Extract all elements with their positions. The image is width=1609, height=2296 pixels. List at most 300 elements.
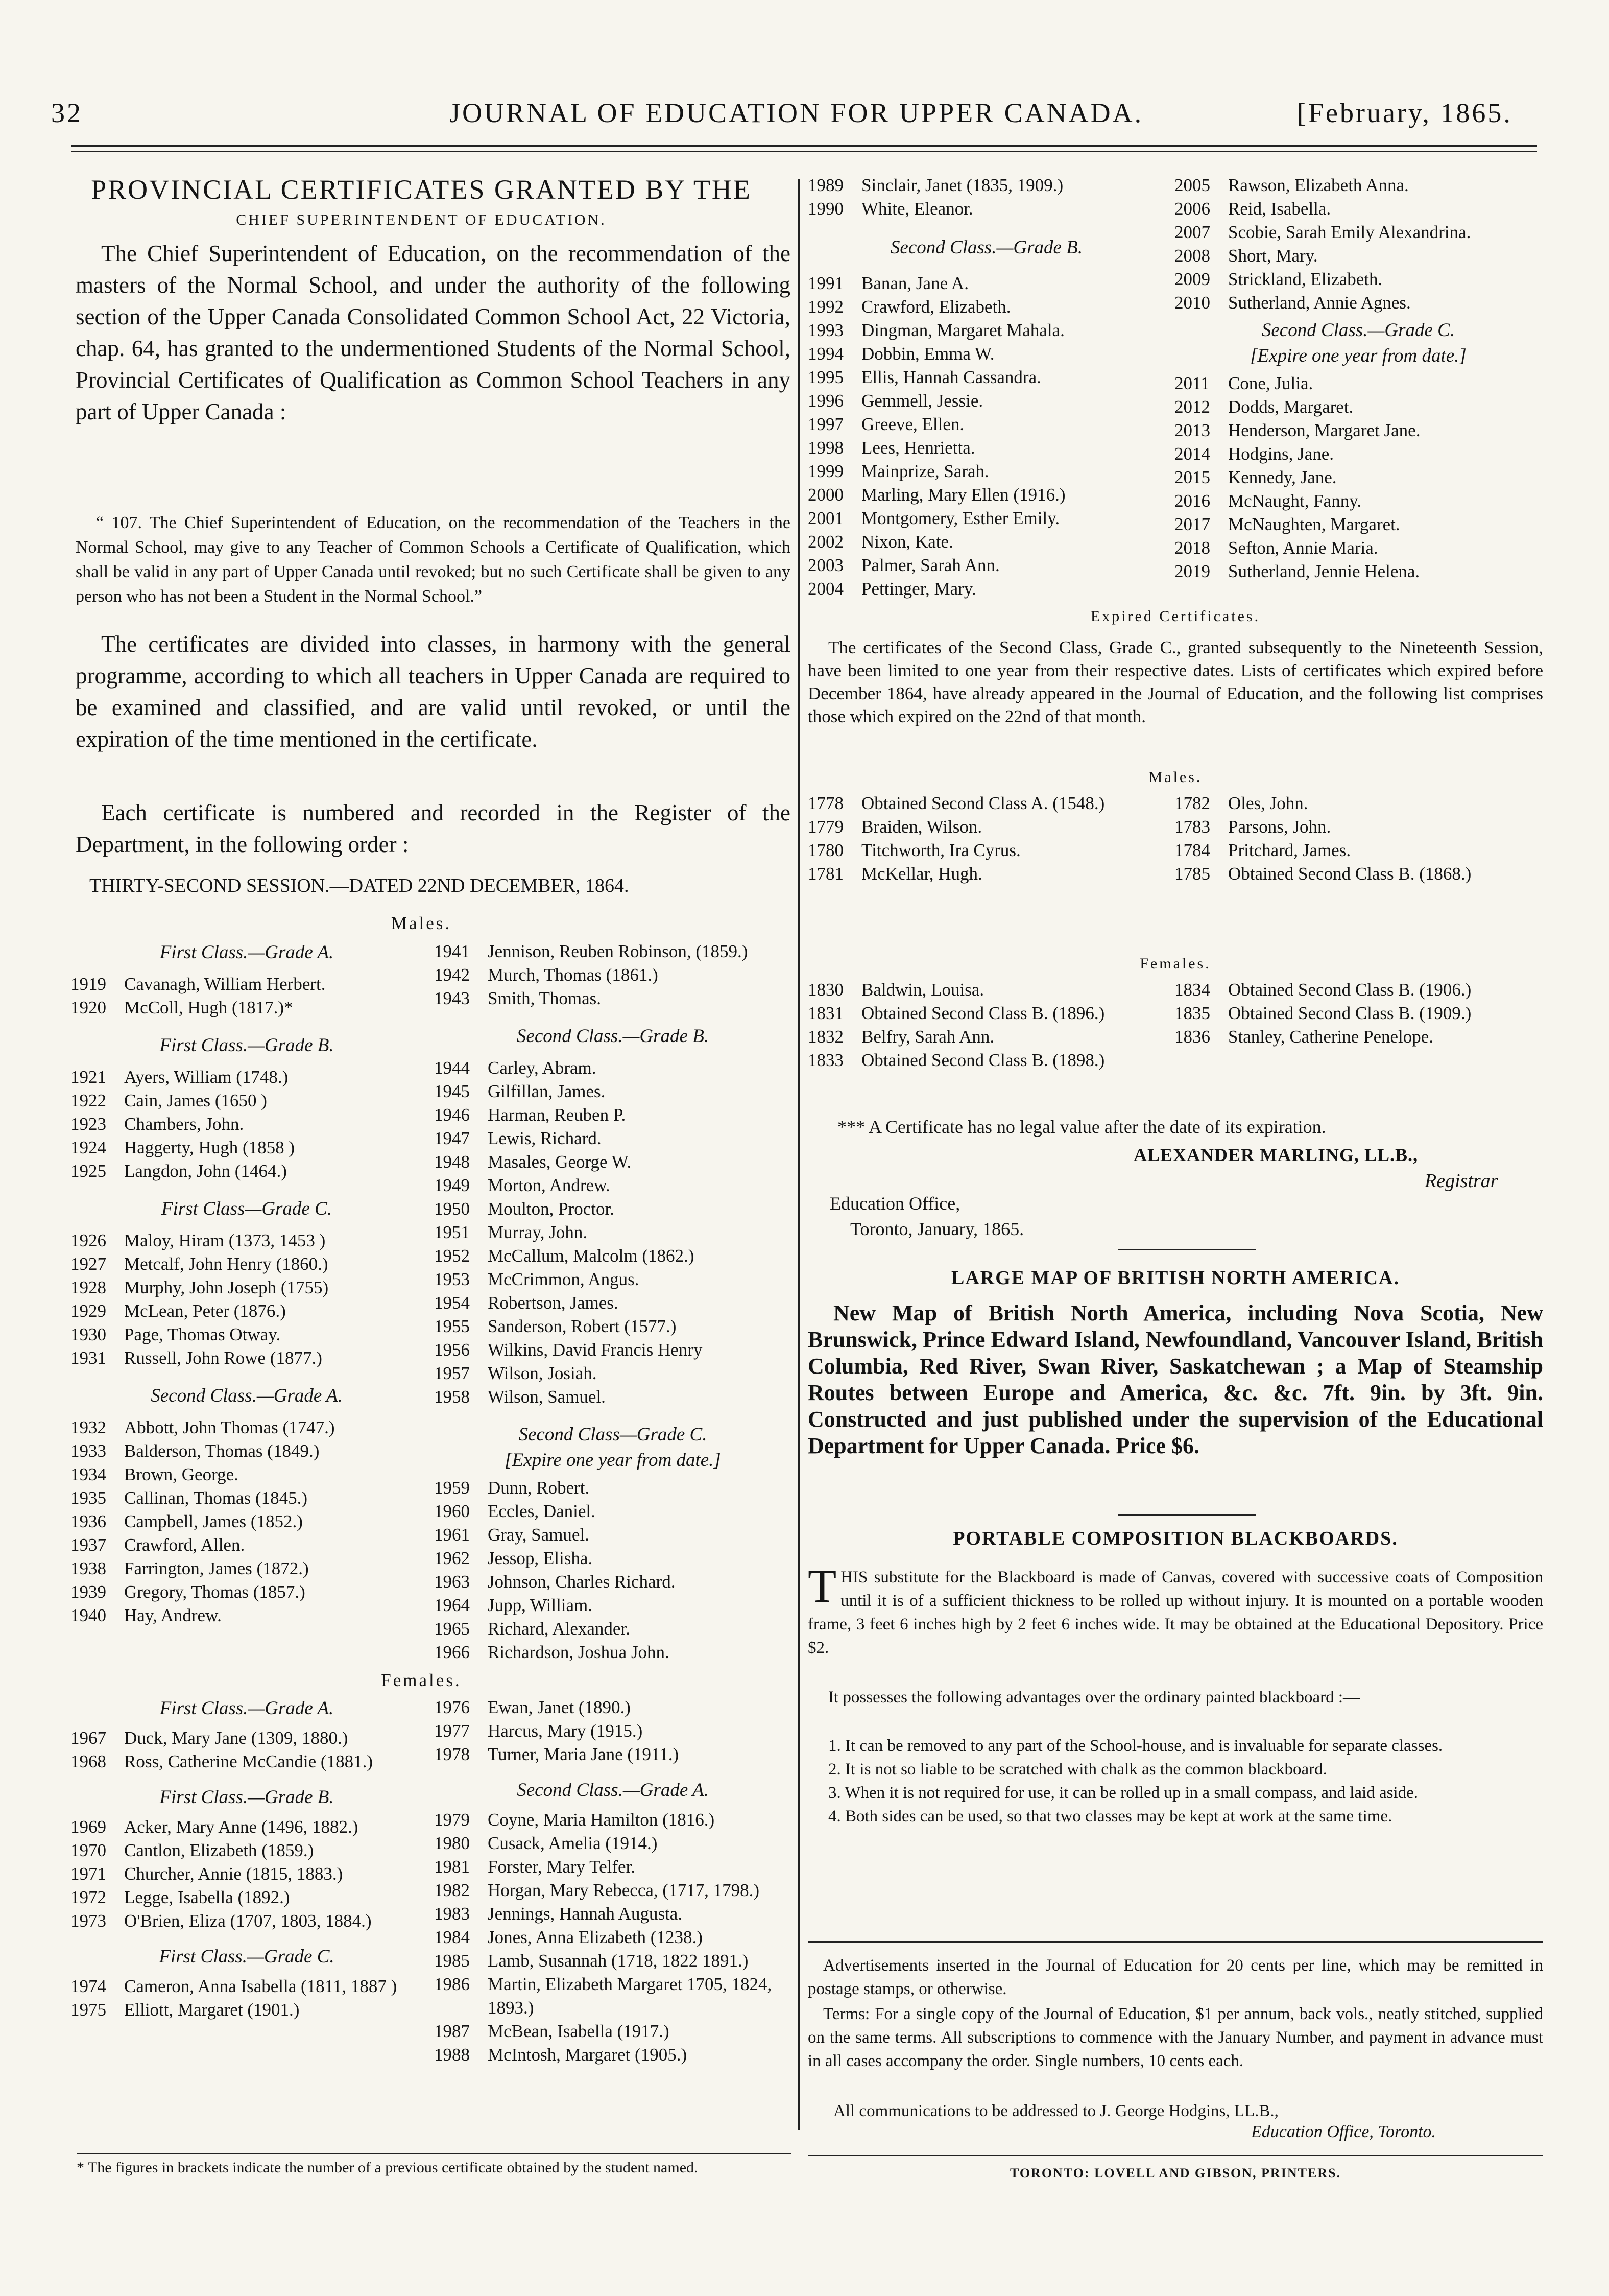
certificate-number: 1954 [434, 1293, 470, 1313]
grade-label: Second Class.—Grade A. [151, 1385, 343, 1406]
certificate-holder: Sutherland, Annie Agnes. [1228, 293, 1411, 313]
certificate-holder: Turner, Maria Jane (1911.) [488, 1744, 679, 1764]
grade-label: First Class.—Grade C. [159, 1946, 334, 1967]
list-item [70, 996, 423, 1020]
session-heading: THIRTY-SECOND SESSION.—DATED 22ND DECEMBER, 1864. [89, 875, 629, 896]
communications: All communications to be addressed to J. George Hodgins, LL.B., [833, 2102, 1279, 2120]
certificate-holder: Strickland, Elizabeth. [1228, 269, 1383, 289]
certificate-holder: Harcus, Mary (1915.) [488, 1721, 643, 1741]
list-item [808, 197, 1165, 221]
certificate-number: 1945 [434, 1081, 470, 1101]
page-number: 32 [51, 98, 83, 128]
certificate-number: 2013 [1174, 420, 1210, 440]
certificate-holder: Dodds, Margaret. [1228, 397, 1354, 417]
certificate-holder: Crawford, Elizabeth. [861, 297, 1011, 317]
footnote-rule [77, 2153, 791, 2154]
certificate-number: 1832 [808, 1027, 844, 1047]
list-item [434, 1547, 791, 1570]
list-item [1174, 268, 1542, 291]
certificate-holder: McColl, Hugh (1817.)* [124, 998, 293, 1017]
certificate-number: 1978 [434, 1744, 470, 1764]
certificate-holder: Stanley, Catherine Penelope. [1228, 1027, 1434, 1047]
certificate-number: 1944 [434, 1058, 470, 1078]
certificate-number: 1938 [70, 1558, 106, 1578]
list-item [434, 1855, 791, 1879]
certificate-number: 2015 [1174, 467, 1210, 487]
certificate-number: 1965 [434, 1619, 470, 1639]
certificate-number: 1979 [434, 1810, 470, 1830]
certificate-number: 1989 [808, 175, 844, 195]
certificate-holder: Cain, James (1650 ) [124, 1091, 267, 1110]
certificate-number: 1935 [70, 1488, 106, 1508]
right-list-b [1174, 174, 1542, 583]
certificate-number: 1785 [1174, 864, 1210, 884]
printers-rule [808, 2155, 1543, 2156]
certificate-number: 1942 [434, 965, 470, 985]
certificate-holder: Obtained Second Class B. (1896.) [861, 1003, 1105, 1023]
certificate-holder: McCrimmon, Angus. [488, 1269, 639, 1289]
certificate-number: 1992 [808, 297, 844, 317]
list-item [1174, 419, 1542, 442]
certificate-number: 1985 [434, 1951, 470, 1971]
certificate-holder: Jennings, Hannah Augusta. [488, 1904, 683, 1924]
list-item [434, 1315, 791, 1338]
certificate-number: 1951 [434, 1222, 470, 1242]
list-item [70, 1909, 423, 1933]
certificate-number: 1959 [434, 1478, 470, 1498]
list-item [808, 389, 1165, 413]
certificate-holder: Ellis, Hannah Cassandra. [861, 367, 1041, 387]
expired-females-heading: Females. [1140, 955, 1211, 972]
list-item [1174, 197, 1542, 221]
certificate-number: 1957 [434, 1363, 470, 1383]
certificate-number: 2004 [808, 579, 844, 599]
section-rule [1118, 1514, 1256, 1516]
registrar-signature: ALEXANDER MARLING, LL.B., [1134, 1145, 1419, 1165]
certificate-number: 1962 [434, 1548, 470, 1568]
certificate-holder: Jennison, Reuben Robinson, (1859.) [488, 941, 748, 961]
grade-label: Second Class—Grade C. [518, 1424, 707, 1445]
list-item [70, 1975, 423, 1998]
certificate-holder: Duck, Mary Jane (1309, 1880.) [124, 1728, 348, 1748]
list-item [70, 1750, 423, 1773]
certificate-number: 1975 [70, 2000, 106, 2020]
certificate-holder: Martin, Elizabeth Margaret 1705, 1824, 1893.) [488, 1974, 772, 2018]
blackboard-advantages: It possesses the following advantages over the ordinary painted blackboard :— [828, 1688, 1360, 1707]
list-item [434, 1973, 791, 2020]
expired-males-left [808, 792, 1175, 886]
list-item [434, 1476, 791, 1500]
certificate-number: 1836 [1174, 1027, 1210, 1047]
certificate-number: 1999 [808, 461, 844, 481]
certificate-number: 1920 [70, 998, 106, 1017]
list-item [70, 1533, 423, 1557]
certificate-number: 1833 [808, 1050, 844, 1070]
map-ad-text: New Map of British North America, including Nova Scotia, New Brunswick, Prince Edward Island, Newfoundland, Vancouver Island, British Columbia, Red River, Swan River, Saskatchewan ; a Map of Steamship Routes between Europe and America, &c. &c. 7ft. 9in. by 3ft. 9in. Constructed and just published under the supervision of the Educational Department for Upper Canada. Price $6. [808, 1300, 1543, 1458]
list-item [808, 174, 1165, 197]
list-item [808, 1049, 1175, 1072]
certificate-number: 1782 [1174, 793, 1210, 813]
certificate-holder: Jones, Anna Elizabeth (1238.) [488, 1927, 703, 1947]
certificates-subtitle: CHIEF SUPERINTENDENT OF EDUCATION. [236, 211, 607, 228]
expired-heading: Expired Certificates. [1090, 608, 1261, 625]
list-item [434, 2020, 791, 2043]
list-item [434, 1902, 791, 1926]
registrar-role: Registrar [1425, 1170, 1498, 1192]
list-item [434, 1150, 791, 1174]
certificate-holder: Ewan, Janet (1890.) [488, 1697, 631, 1717]
list-item [70, 1998, 423, 2022]
certificate-number: 1943 [434, 988, 470, 1008]
list-item [434, 1244, 791, 1268]
list-item [434, 1808, 791, 1832]
certificate-number: 1998 [808, 438, 844, 458]
certificate-holder: Haggerty, Hugh (1858 ) [124, 1138, 295, 1157]
certificate-holder: Hay, Andrew. [124, 1605, 222, 1625]
list-item [1174, 792, 1542, 815]
list-item [70, 1229, 423, 1252]
certificate-holder: Masales, George W. [488, 1152, 632, 1172]
list-item [70, 1486, 423, 1510]
list-item [1174, 291, 1542, 315]
certificate-holder: Gregory, Thomas (1857.) [124, 1582, 305, 1602]
list-item [1174, 839, 1542, 862]
list-item [434, 1221, 791, 1244]
list-item [70, 1416, 423, 1439]
certificate-holder: Dingman, Margaret Mahala. [861, 320, 1065, 340]
certificate-number: 1968 [70, 1751, 106, 1771]
certificate-holder: Crawford, Allen. [124, 1535, 245, 1555]
certificate-number: 1781 [808, 864, 844, 884]
certificate-holder: Jessop, Elisha. [488, 1548, 593, 1568]
subscription-terms: Terms: For a single copy of the Journal of Education, $1 per annum, back vols., neatly stitched, supplied on the same terms. All subscriptions to commence with the January Number, and payment in advance must in all cases accompany the order. Single numbers, 10 cents each. [808, 2005, 1543, 2070]
section-rule [1118, 1249, 1256, 1250]
certificate-number: 1784 [1174, 840, 1210, 860]
list-item [70, 1136, 423, 1159]
certificate-number: 2007 [1174, 222, 1210, 242]
certificate-number: 1967 [70, 1728, 106, 1748]
list-item [70, 1839, 423, 1862]
list-item [1174, 372, 1542, 395]
list-item [808, 577, 1165, 601]
intro-paragraph: The Chief Superintendent of Education, on the recommendation of the masters of the Normal School, and under the authority of the following section of the Upper Canada Consolidated Common School Act, 22 Victoria, chap. 64, has granted to the undermentioned Students of the Normal School, Provincial Certificates of Qualification as Common School Teachers in any part of Upper Canada : [76, 241, 790, 424]
certificate-number: 1981 [434, 1857, 470, 1877]
list-item [70, 1066, 423, 1089]
certificate-holder: Pritchard, James. [1228, 840, 1351, 860]
certificate-holder: McNaughten, Margaret. [1228, 514, 1400, 534]
grade-label: First Class.—Grade A. [159, 1698, 334, 1719]
list-item [808, 272, 1165, 295]
certificate-number: 1926 [70, 1230, 106, 1250]
certificate-holder: Obtained Second Class B. (1906.) [1228, 980, 1472, 1000]
blackboard-points [808, 1734, 1543, 1828]
list-item [70, 1557, 423, 1580]
certificate-number: 1941 [434, 941, 470, 961]
list-item [70, 973, 423, 996]
certificate-number: 1964 [434, 1595, 470, 1615]
certificate-holder: Ross, Catherine McCandie (1881.) [124, 1751, 373, 1771]
list-item [70, 1726, 423, 1750]
list-item [434, 1174, 791, 1197]
certificate-number: 2002 [808, 532, 844, 552]
certificate-number: 1947 [434, 1128, 470, 1148]
certificate-holder: Elliott, Margaret (1901.) [124, 2000, 300, 2020]
list-item [434, 1362, 791, 1385]
certificate-number: 1925 [70, 1161, 106, 1181]
certificate-holder: Parsons, John. [1228, 817, 1331, 837]
right-list-a [808, 174, 1165, 601]
certificate-number: 2011 [1174, 373, 1210, 393]
register-paragraph: Each certificate is numbered and recorded in the Register of the Department, in the following order : [76, 800, 790, 857]
certificate-holder: Carley, Abram. [488, 1058, 596, 1078]
certificate-number: 1950 [434, 1199, 470, 1219]
certificate-holder: Brown, George. [124, 1464, 238, 1484]
certificate-number: 1994 [808, 344, 844, 364]
certificate-number: 1928 [70, 1277, 106, 1297]
certificate-number: 1987 [434, 2021, 470, 2041]
certificate-number: 2019 [1174, 561, 1210, 581]
list-item [1174, 1025, 1542, 1049]
certificate-number: 2008 [1174, 246, 1210, 266]
list-item [808, 366, 1165, 389]
list-item [434, 940, 791, 963]
list-item [70, 1252, 423, 1276]
certificate-holder: Sanderson, Robert (1577.) [488, 1316, 677, 1336]
list-item [808, 507, 1165, 530]
certificate-number: 1974 [70, 1976, 106, 1996]
list-item [1174, 536, 1542, 560]
act-quotation: “ 107. The Chief Superintendent of Education, on the recommendation of the Teachers in the Normal School, may give to any Teacher of Common Schools a Certificate of Qualification, which shall be valid in any part of Upper Canada until revoked; but no such Certificate shall be given to any person who has not been a Student in the Normal School.” [76, 513, 790, 606]
certificate-number: 1970 [70, 1840, 106, 1860]
certificate-number: 1934 [70, 1464, 106, 1484]
list-item [1174, 442, 1542, 466]
grade-note: [Expire one year from date.] [505, 1450, 721, 1471]
certificate-holder: White, Eleanor. [861, 199, 973, 219]
certificate-number: 2016 [1174, 491, 1210, 511]
males-heading: Males. [391, 913, 452, 933]
certificate-holder: Eccles, Daniel. [488, 1501, 595, 1521]
certificate-holder: Lamb, Susannah (1718, 1822 1891.) [488, 1951, 749, 1971]
list-item [1174, 560, 1542, 583]
list-item [70, 1276, 423, 1299]
certificate-number: 1997 [808, 414, 844, 434]
grade-label: First Class.—Grade B. [159, 1035, 334, 1056]
grade-label: Second Class.—Grade B. [890, 237, 1083, 258]
certificate-number: 1993 [808, 320, 844, 340]
certificate-number: 1984 [434, 1927, 470, 1947]
certificate-number: 2017 [1174, 514, 1210, 534]
list-item [70, 1580, 423, 1604]
certificate-number: 1958 [434, 1387, 470, 1407]
certificate-holder: Cusack, Amelia (1914.) [488, 1833, 658, 1853]
printers: TORONTO: LOVELL AND GIBSON, PRINTERS. [1010, 2166, 1341, 2181]
females-middle-list [434, 1696, 791, 2067]
certificate-holder: Langdon, John (1464.) [124, 1161, 287, 1181]
list-item [70, 1463, 423, 1486]
blackboard-ad-title: PORTABLE COMPOSITION BLACKBOARDS. [953, 1528, 1398, 1549]
certificate-holder: Lewis, Richard. [488, 1128, 602, 1148]
certificate-number: 1973 [70, 1911, 106, 1931]
certificate-holder: Pettinger, Mary. [861, 579, 976, 599]
certificate-holder: Lees, Henrietta. [861, 438, 975, 458]
certificate-holder: Nixon, Kate. [861, 532, 953, 552]
certificate-holder: Johnson, Charles Richard. [488, 1572, 676, 1592]
certificate-holder: Churcher, Annie (1815, 1883.) [124, 1864, 343, 1884]
certificate-number: 1936 [70, 1511, 106, 1531]
list-item [434, 1617, 791, 1641]
list-item [808, 342, 1165, 366]
list-item [808, 295, 1165, 319]
list-item [808, 815, 1175, 839]
expired-females-right [1174, 978, 1542, 1049]
certificate-number: 1977 [434, 1721, 470, 1741]
list-item [808, 483, 1165, 507]
certificate-number: 1939 [70, 1582, 106, 1602]
certificate-holder: Titchworth, Ira Cyrus. [861, 840, 1021, 860]
certificate-holder: Wilson, Samuel. [488, 1387, 606, 1407]
communications-office: Education Office, Toronto. [1251, 2122, 1436, 2141]
females-left-list [70, 1696, 423, 2022]
list-item [1174, 978, 1542, 1002]
certificate-holder: Wilson, Josiah. [488, 1363, 597, 1383]
certificate-number: 1991 [808, 273, 844, 293]
list-item [70, 1886, 423, 1909]
certificate-holder: Legge, Isabella (1892.) [124, 1887, 290, 1907]
certificate-holder: Coyne, Maria Hamilton (1816.) [488, 1810, 715, 1830]
certificate-number: 1834 [1174, 980, 1210, 1000]
certificate-holder: McLean, Peter (1876.) [124, 1301, 286, 1321]
list-item [808, 319, 1165, 342]
certificate-holder: Montgomery, Esther Emily. [861, 508, 1060, 528]
certificate-holder: Campbell, James (1852.) [124, 1511, 303, 1531]
dropcap-letter: T [808, 1560, 837, 1612]
certificate-holder: Oles, John. [1228, 793, 1308, 813]
males-middle-list [434, 940, 791, 1664]
certificate-number: 1927 [70, 1254, 106, 1274]
list-item [1174, 489, 1542, 513]
list-item [434, 1056, 791, 1080]
list-item [70, 1323, 423, 1346]
certificate-holder: Sinclair, Janet (1835, 1909.) [861, 175, 1064, 195]
certificate-holder: Baldwin, Louisa. [861, 980, 984, 1000]
column-divider [798, 179, 800, 2130]
males-left-list [70, 940, 423, 1627]
certificate-holder: Balderson, Thomas (1849.) [124, 1441, 320, 1461]
certificate-number: 1948 [434, 1152, 470, 1172]
certificate-holder: Cavanagh, William Herbert. [124, 974, 326, 994]
certificate-holder: Jupp, William. [488, 1595, 593, 1615]
list-item [434, 1385, 791, 1409]
certificate-number: 1961 [434, 1525, 470, 1545]
list-item [434, 1949, 791, 1973]
certificate-holder: Acker, Mary Anne (1496, 1882.) [124, 1817, 358, 1837]
certificate-holder: McCallum, Malcolm (1862.) [488, 1246, 694, 1266]
certificate-number: 1923 [70, 1114, 106, 1134]
certificate-holder: Metcalf, John Henry (1860.) [124, 1254, 328, 1274]
education-office: Education Office, [830, 1193, 960, 1214]
certificate-holder: Cone, Julia. [1228, 373, 1313, 393]
list-item [1174, 1002, 1542, 1025]
certificate-number: 2010 [1174, 293, 1210, 313]
certificate-holder: Callinan, Thomas (1845.) [124, 1488, 308, 1508]
certificate-holder: Henderson, Margaret Jane. [1228, 420, 1421, 440]
certificate-number: 1971 [70, 1864, 106, 1884]
blackboard-ad-text: HIS substitute for the Blackboard is made of Canvas, covered with successive coats of Composition until it is of a sufficient thickness to be rolled up without injury. It is mounted on a portable wooden frame, 3 feet 6 inches high by 2 feet 6 inches wide. It may be obtained at the Educational Depository. Price $2. [808, 1568, 1543, 1657]
list-item [434, 1926, 791, 1949]
certificate-number: 1986 [434, 1974, 470, 1994]
certificate-holder: Braiden, Wilson. [861, 817, 982, 837]
list-item [434, 1103, 791, 1127]
certificate-holder: Hodgins, Jane. [1228, 444, 1334, 464]
certificate-holder: Obtained Second Class B. (1898.) [861, 1050, 1105, 1070]
certificate-number: 2001 [808, 508, 844, 528]
list-item [1174, 244, 1542, 268]
list-item [70, 1604, 423, 1627]
certificate-number: 1972 [70, 1887, 106, 1907]
certificate-holder: Farrington, James (1872.) [124, 1558, 309, 1578]
list-item [808, 792, 1175, 815]
grade-label: Second Class.—Grade A. [517, 1780, 709, 1801]
certificate-holder: Palmer, Sarah Ann. [861, 555, 1000, 575]
list-item [1174, 513, 1542, 536]
certificate-number: 1937 [70, 1535, 106, 1555]
expired-males-right [1174, 792, 1542, 886]
expiry-notice: *** A Certificate has no legal value after the date of its expiration. [837, 1117, 1326, 1137]
certificate-number: 1983 [434, 1904, 470, 1924]
list-item [434, 1719, 791, 1743]
certificate-number: 2003 [808, 555, 844, 575]
certificate-holder: Harman, Reuben P. [488, 1105, 626, 1125]
certificate-holder: Forster, Mary Telfer. [488, 1857, 636, 1877]
list-item [434, 1879, 791, 1902]
expired-text: The certificates of the Second Class, Grade C., granted subsequently to the Nineteenth Session, have been limited to one year from their respective dates. Lists of certificates which expired before December 1864, have already appeared in the Journal of Education, and the following list comprises those which expired on the 22nd of that month. [808, 637, 1543, 726]
certificate-holder: Sefton, Annie Maria. [1228, 538, 1378, 558]
list-item [1174, 815, 1542, 839]
certificate-holder: Sutherland, Jennie Helena. [1228, 561, 1420, 581]
certificate-number: 2012 [1174, 397, 1210, 417]
list-item [808, 862, 1175, 886]
certificate-holder: McKellar, Hugh. [861, 864, 982, 884]
list-item [434, 1523, 791, 1547]
certificate-holder: Kennedy, Jane. [1228, 467, 1337, 487]
blackboard-ad-body [808, 1560, 1543, 1660]
certificate-holder: Rawson, Elizabeth Anna. [1228, 175, 1409, 195]
certificate-number: 1955 [434, 1316, 470, 1336]
certificate-number: 1969 [70, 1817, 106, 1837]
blackboard-point: 2. It is not so liable to be scratched with chalk as the common blackboard. [828, 1760, 1327, 1779]
certificate-holder: Ayers, William (1748.) [124, 1067, 289, 1087]
certificate-holder: Dobbin, Emma W. [861, 344, 995, 364]
certificate-number: 1952 [434, 1246, 470, 1266]
certificate-holder: Scobie, Sarah Emily Alexandrina. [1228, 222, 1471, 242]
certificate-number: 1779 [808, 817, 844, 837]
list-item [434, 963, 791, 987]
list-item [808, 978, 1175, 1002]
certificate-holder: McNaught, Fanny. [1228, 491, 1362, 511]
certificate-holder: Dunn, Robert. [488, 1478, 590, 1498]
list-item [808, 839, 1175, 862]
certificate-holder: Gemmell, Jessie. [861, 391, 983, 411]
certificate-holder: Moulton, Proctor. [488, 1199, 614, 1219]
blackboard-point: 3. When it is not required for use, it can be rolled up in a small compass, and laid aside. [828, 1784, 1419, 1802]
certificate-number: 1963 [434, 1572, 470, 1592]
grade-label: Second Class.—Grade C. [1261, 320, 1455, 341]
certificate-holder: Obtained Second Class B. (1909.) [1228, 1003, 1472, 1023]
certificate-holder: O'Brien, Eliza (1707, 1803, 1884.) [124, 1911, 372, 1931]
certificate-number: 1835 [1174, 1003, 1210, 1023]
blackboard-point: 4. Both sides can be used, so that two classes may be kept at work at the same time. [828, 1807, 1392, 1826]
list-item [1174, 466, 1542, 489]
